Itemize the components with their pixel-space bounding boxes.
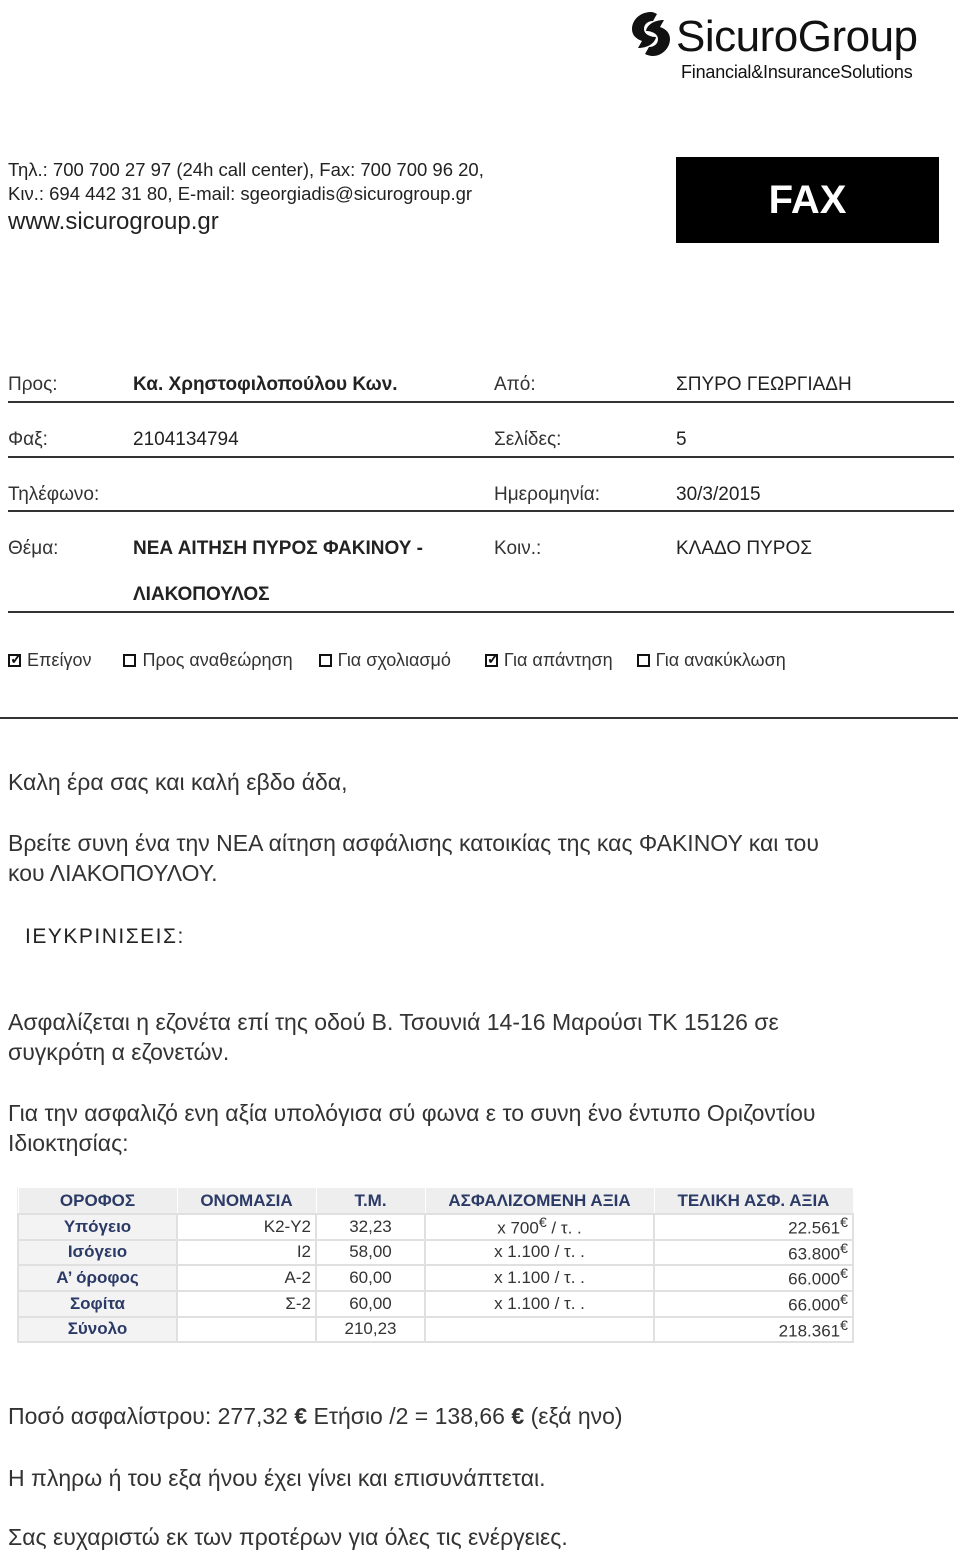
from-value: ΣΠΥΡΟ ΓΕΩΡΓΙΑΔΗ	[676, 374, 852, 395]
table-row	[18, 1291, 853, 1317]
sqm-cell: 32,23	[316, 1214, 425, 1240]
date-label: Ημερομηνία:	[494, 484, 601, 505]
table-header-row	[18, 1188, 853, 1215]
valuation-line-1: Για την ασφαλιζό ενη αξία υπολόγισα σύ φωνα ε το συνη ένο έντυπο Οριζοντίου	[8, 1100, 816, 1126]
floor-cell: Α’ όροφος	[18, 1265, 177, 1291]
floor-cell: Υπόγειο	[18, 1214, 177, 1240]
option-label: Για ανακύκλωση	[655, 650, 786, 670]
cc-value: ΚΛΑΔΟ ΠΥΡΟΣ	[676, 538, 812, 559]
closing-thanks: Σας ευχαριστώ εκ των προτέρων για όλες τις ενέργειες.	[8, 1524, 568, 1550]
option-recycle[interactable]	[637, 650, 786, 671]
option-label: Επείγον	[27, 650, 92, 670]
contact-line-1: Τηλ.: 700 700 27 97 (24h call center), Fax: 700 700 96 20,	[8, 159, 484, 180]
checkbox-empty-icon[interactable]	[123, 654, 136, 667]
logo-wordmark: SicuroGroup	[676, 12, 918, 61]
property-line-2: συγκρότη α εζονετών.	[8, 1039, 230, 1065]
name-cell: Κ2-Υ2	[177, 1214, 316, 1240]
euro-icon: €	[840, 1215, 848, 1231]
total-cell	[654, 1291, 853, 1317]
cc-label: Κοιν.:	[494, 538, 542, 559]
option-urgent[interactable]	[8, 650, 91, 671]
company-logo	[628, 8, 953, 83]
valuation-paragraph	[8, 1098, 815, 1158]
clarifications-heading: ΙΕΥΚΡΙΝΙΣΕΙΣ:	[25, 925, 185, 948]
fax-number-label: Φαξ:	[8, 429, 48, 450]
option-review[interactable]	[123, 650, 292, 671]
premium-amount: Ποσό ασφαλίστρου: 277,32	[8, 1403, 288, 1429]
grand-total-value: 218.361	[778, 1321, 841, 1341]
checkbox-checked-icon[interactable]	[485, 654, 498, 667]
premium-period: (εξά ηνο)	[530, 1403, 623, 1429]
euro-icon: €	[840, 1240, 848, 1257]
empty-cell	[425, 1317, 654, 1343]
option-label: Για σχολιασμό	[337, 650, 451, 670]
fax-title-box: FAX	[676, 157, 939, 243]
total-value: 22.561	[788, 1218, 841, 1238]
floor-cell: Σοφίτα	[18, 1291, 177, 1317]
header-divider	[8, 456, 954, 458]
table-row	[18, 1240, 853, 1266]
grand-total-cell	[654, 1317, 853, 1343]
phone-label: Τηλέφωνο:	[8, 484, 100, 505]
contact-line-2: Κιν.: 694 442 31 80, E-mail: sgeorgiadis@sicurogroup.gr	[8, 183, 473, 204]
logo-mark-icon	[628, 10, 674, 60]
rate-cell: x 1.100 / τ. .	[425, 1291, 654, 1317]
name-cell: Α-2	[177, 1265, 316, 1291]
euro-icon: €	[511, 1403, 525, 1429]
name-cell: Σ-2	[177, 1291, 316, 1317]
intro-paragraph	[8, 828, 819, 888]
intro-line-1: Βρείτε συνη ένα την ΝΕΑ αίτηση ασφάλισης κατοικίας της κας ΦΑΚΙΝΟΥ και του	[8, 830, 819, 856]
premium-line	[8, 1401, 623, 1431]
sqm-cell: 60,00	[316, 1291, 425, 1317]
euro-icon: €	[294, 1403, 308, 1429]
pages-label: Σελίδες:	[494, 429, 562, 450]
checkbox-empty-icon[interactable]	[319, 654, 332, 667]
table-total-row	[18, 1317, 853, 1343]
euro-icon: €	[538, 1215, 547, 1231]
column-header: ΑΣΦΑΛΙΖΟΜΕΝΗ ΑΞΙΑ	[425, 1188, 654, 1215]
option-label: Για απάντηση	[503, 650, 613, 670]
euro-icon: €	[840, 1266, 848, 1283]
contact-info	[8, 158, 484, 238]
floor-cell: Ισόγειο	[18, 1240, 177, 1266]
total-label-cell: Σύνολο	[18, 1317, 177, 1343]
table-row	[18, 1265, 853, 1291]
total-value: 63.800	[788, 1244, 841, 1264]
options-divider	[0, 717, 958, 719]
rate-cell: x 1.100 / τ. .	[425, 1240, 654, 1266]
column-header: ΟΝΟΜΑΣΙΑ	[177, 1188, 316, 1215]
total-cell	[654, 1240, 853, 1266]
sqm-cell: 60,00	[316, 1265, 425, 1291]
checkbox-empty-icon[interactable]	[637, 654, 650, 667]
rate-value: x 700	[497, 1218, 539, 1238]
subject-value-line-1: ΝΕΑ ΑΙΤΗΣΗ ΠΥΡΟΣ ΦΑΚΙΝΟΥ -	[133, 538, 424, 559]
empty-cell	[177, 1317, 316, 1343]
name-cell: Ι2	[177, 1240, 316, 1266]
subject-label: Θέμα:	[8, 538, 59, 559]
total-cell	[654, 1214, 853, 1240]
column-header: ΤΕΛΙΚΗ ΑΣΦ. ΑΞΙΑ	[654, 1188, 853, 1215]
subject-value-line-2: ΛΙΑΚΟΠΟΥΛΟΣ	[133, 584, 270, 605]
to-label: Προς:	[8, 374, 58, 395]
option-label: Προς αναθεώρηση	[142, 650, 293, 670]
sqm-cell: 58,00	[316, 1240, 425, 1266]
option-reply[interactable]	[485, 650, 613, 671]
intro-line-2: κου ΛΙΑΚΟΠΟΥΛΟΥ.	[8, 860, 218, 886]
checkbox-checked-icon[interactable]	[8, 654, 21, 667]
premium-half: Ετήσιο /2 = 138,66	[313, 1403, 505, 1429]
fax-number-value: 2104134794	[133, 429, 239, 450]
total-sqm-cell: 210,23	[316, 1317, 425, 1343]
header-divider	[8, 510, 954, 512]
euro-icon: €	[840, 1317, 848, 1334]
pages-value: 5	[676, 429, 687, 450]
to-value: Κα. Χρηστοφιλοπούλου Κων.	[133, 374, 398, 395]
header-divider	[8, 611, 954, 613]
column-header: Τ.Μ.	[316, 1188, 425, 1215]
rate-cell: x 1.100 / τ. .	[425, 1265, 654, 1291]
handling-options	[8, 650, 786, 671]
website-link[interactable]: www.sicurogroup.gr	[8, 208, 219, 235]
logo-tagline: Financial&InsuranceSolutions	[681, 62, 913, 82]
date-value: 30/3/2015	[676, 484, 761, 505]
table-row	[18, 1214, 853, 1240]
valuation-line-2: Ιδιοκτησίας:	[8, 1130, 129, 1156]
column-header: ΟΡΟΦΟΣ	[18, 1188, 177, 1215]
option-comment[interactable]	[319, 650, 451, 671]
total-value: 66.000	[788, 1295, 841, 1315]
payment-note: Η πληρω ή του εξα ήνου έχει γίνει και επισυνάπτεται.	[8, 1465, 546, 1491]
from-label: Από:	[494, 374, 536, 395]
property-paragraph	[8, 1007, 779, 1067]
total-cell	[654, 1265, 853, 1291]
total-value: 66.000	[788, 1269, 841, 1289]
euro-icon: €	[840, 1291, 848, 1308]
valuation-table	[17, 1187, 854, 1343]
greeting: Καλη έρα σας και καλή εβδο άδα,	[8, 769, 348, 795]
rate-unit: / τ. .	[546, 1218, 582, 1238]
property-line-1: Ασφαλίζεται η εζονέτα επί της οδού Β. Τσουνιά 14-16 Μαρούσι ΤΚ 15126 σε	[8, 1009, 779, 1035]
header-divider	[8, 401, 954, 403]
rate-cell	[425, 1214, 654, 1240]
